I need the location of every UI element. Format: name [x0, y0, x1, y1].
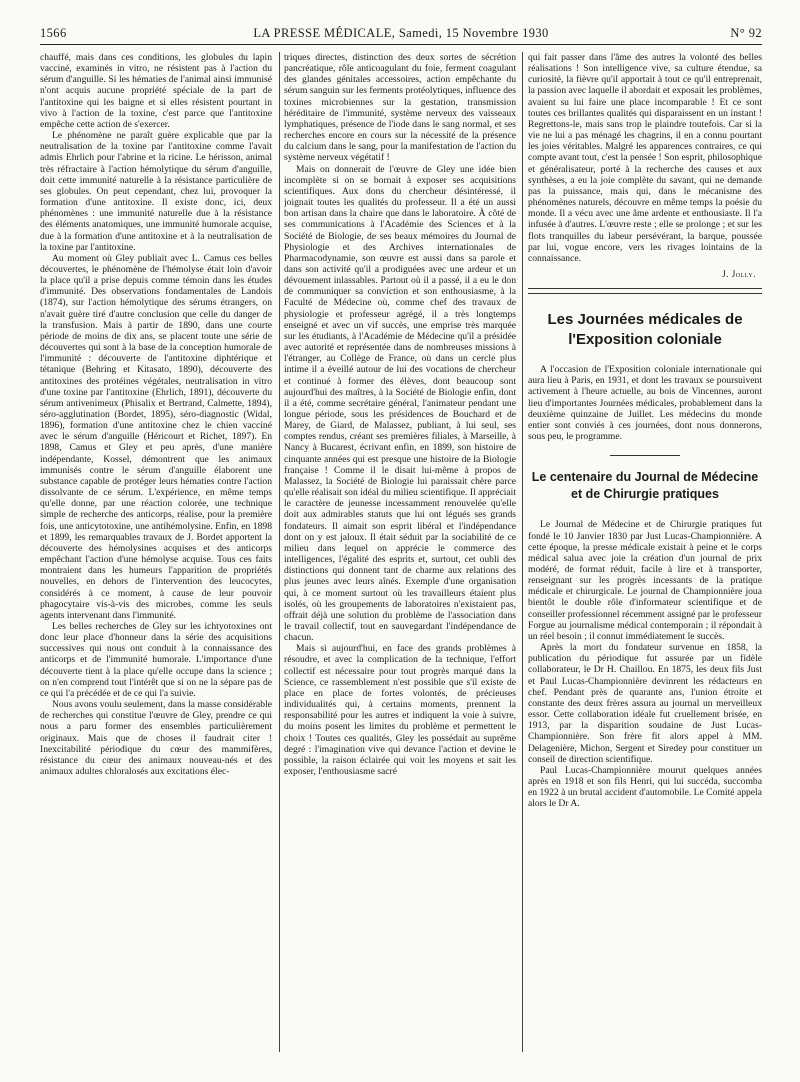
page-header [40, 26, 762, 44]
centenaire-headline: Le centenaire du Journal de Médecine et de Chirurgie pratiques [531, 470, 759, 502]
col2-paragraph-3: Mais si aujourd'hui, en face des grands problèmes à résoudre, et avec la complication de la technique, l'effort collectif est nécessaire pour tout progrès marqué dans la Science, ce rassemblement n'est possible que s'il existe de place en place de fortes volontés, de précieuses individualités qui, à certains moments, prennent la responsabilité pour les autres et indiquent la voie à suivre, du moins posent les limites du problème et permettent le choix ! Toutes ces qualités, Gley les possédait au suprême degré : l'imagination vive qui devance l'action et devine le possible, la raison éclairée qui voit les moyens et sait les exposer, l'enthousiasme sacré [284, 643, 516, 777]
newspaper-title: LA PRESSE MÉDICALE, Samedi, 15 Novembre 1930 [253, 26, 549, 40]
col1-paragraph-2: Le phénomène ne paraît guère explicable que par la neutralisation de la toxine par l'antitoxine comme l'avait admis Ehrlich pour l'abrine et la ricine. Le hérisson, animal très réfractaire à l'action hémolytique du sérum d'anguille, doit cette immunité naturelle à la résistance particulière de ses globules. On peut cependant, chez lui, provoquer la formation d'une antitoxine. Il existe donc, ici, deux phénomènes : une immunité naturelle due à la résistance des éléments anatomiques, une immunité humorale acquise, due à la formation d'une antitoxine et à la neutralisation de la toxine par l'antitoxine. [40, 130, 272, 253]
column-3 [528, 52, 762, 1052]
col3-paragraph-1: qui fait passer dans l'âme des autres la volonté des belles réalisations ! Son intelligence vive, sa culture étendue, sa curiosité, la fièvre qu'il apportait à tout ce qu'il entreprenait, la passion avec laquelle il abordait et exposait les problèmes, avaient su lui faire une place incomparable ! Et ce sont toutes ces brillantes qualités qui disparaissent en un instant ! Regrettons-le, mais sans trop le plaindre toutefois. Car si la vie ne lui a pas ménagé les chagrins, il en a connu pourtant les joies véritables. Malgré les apparences contraires, ce qui compte avant tout, c'est la pensée ! Son esprit, philosophique et généralisateur, porté à la recherche des causes et aux synthèses, a eu la joie complète du savant, qui ne demande pas la puissance, mais qui, dans le mécanisme des phénomènes naturels, découvre en même temps la poésie du monde. Il a vécu avec une âme ardente et enthousiaste. Il l'a infusée à d'autres. L'œuvre reste ; elle se prolonge ; et sur les flots tranquilles du labeur persévérant, la barque, poussée par lui, vogue encore, vers les rivages lointains de la connaissance. [528, 52, 762, 264]
col2-paragraph-1: triques directes, distinction des deux sortes de sécrétion pancréatique, rôle anticoagulant du foie, ferment coagulant des glandes génitales accessoires, action empêchante du sérum sanguin sur les ferments protéolytiques, influence des toxines microbiennes sur la gestation, transmission héréditaire de l'immunité, système nerveux des vaisseaux lymphatiques, présence de l'iode dans le sang normal, et ses recherches encore en cours sur la nécessité de la présence du calcium dans le sang, pour la manifestation de l'action du système nerveux végétatif ! [284, 52, 516, 164]
column-divider-1 [279, 52, 280, 1052]
column-1 [40, 52, 272, 1052]
column-divider-2 [522, 52, 523, 1052]
col1-paragraph-3: Au moment où Gley publiait avec L. Camus ces belles découvertes, le phénomène de l'hémolyse était loin d'avoir la place qu'il a prise depuis comme témoin dans les études d'immunité. Des observations fondamentales de Landois (1874), sur l'action hémolytique des sérums étrangers, on n'avait guère tiré d'autre conclusion que celle du danger de la transfusion. Mais à partir de 1890, dans une courte période de moins de dix ans, se placent toute une série de découvertes qui sont à la base de la conception humorale de l'immunité : découverte de l'antitoxine diphtérique et tétanique (Behring et Kitasato, 1890), découverte des antitoxines des protéines végétales, neutralisation in vitro d'une toxine par l'antitoxine (Ehrlich, 1891), découverte du sérum antivenimeux (Phisalix et Bertrand, Calmette, 1894), séro-agglutination (Bordet, 1895), séro-diagnostic (Widal, 1896), formation d'une antitoxine chez le chien vacciné avec le sérum d'anguille (Héricourt et Richet, 1897). En 1898, Camus et Gley et peu après, d'une manière indépendante, Kossel, démontrent que les animaux immunisés contre le sérum d'anguille élaborent une substance capable de protéger leurs hématies contre l'action dissolvante de ce sérum. L'expérience, en même temps qu'elle donne, par une réaction colorée, une technique simple de recherche des anticorps, réalise, pour la première fois, une anticytotoxine, une antihémolysine. Enfin, en 1898 et 1899, les remarquables travaux de J. Bordet apportent la découverte des hémolysines acquises et des anticorps empêchant l'action d'une hémolyse acquise. Tous ces faits montraient dans les humeurs l'apparition de propriétés nouvelles, en dehors de l'intervention des leucocytes, considérés à ce moment, à cause de leur pouvoir phagocytaire vis-à-vis des microbes, comme les seuls agents intervenant dans l'immunité. [40, 252, 272, 621]
col1-paragraph-4: Les belles recherches de Gley sur les ichtyotoxines ont donc leur place d'honneur dans la série des acquisitions successives qui nous ont conduit à la connaissance des anticorps et de l'immunité humorale. L'importance d'une découverte tient à la place qu'elle occupe dans la science ; on n'en comprend tout l'intérêt que si on ne la sépare pas de ce qui l'a précédée et de ce qui l'a suivie. [40, 620, 272, 699]
centenaire-paragraph-1: Le Journal de Médecine et de Chirurgie pratiques fut fondé le 10 Janvier 1830 par Just Lucas-Championnière. A cette époque, la presse médicale existait à peine et le corps médical salua avec joie la création d'un journal de prix modéré, de format réduit, facile à lire et à transporter, renseignant sur les progrès incessants de la pratique médicale et chirurgicale. Le journal de Championnière joua bientôt le double rôle d'informateur scientifique et de conseiller professionnel récemment assigné par le professeur Forgue au journalisme médical contemporain ; il répondait à un réel besoin ; il connut immédiatement le succès. [528, 519, 762, 642]
col2-paragraph-2: Mais on donnerait de l'œuvre de Gley une idée bien incomplète si on se bornait à exposer ses acquisitions scientifiques. Aux dons du chercheur désintéressé, il joignait toutes les qualités du professeur. Il a été un aussi bon artisan dans la chaire que dans le laboratoire. À côté de ses communications à l'Académie des Sciences et à la Société de Biologie, de ses beaux mémoires du Journal de Physiologie et des Archives internationales de Pharmacodynamie, son œuvre est aussi dans sa parole et dans son activité qu'il a prodiguées avec une ardeur et un dévouement inlassables. Partout où il a passé, il a eu le don de communiquer sa conviction et son enthousiasme, à la Faculté de Médecine où, comme chef des travaux de physiologie et professeur agrégé, il a très longtemps enseigné et avec un vif succès, une emprise très marquée sur les étudiants, à l'Académie de Médecine qu'il a présidée avec autorité et représentée dans de nombreuses missions à l'étranger, au Collège de France, où dans un cercle plus intime il a éveillé autour de lui des vocations de chercheur et continué à former des élèves, dont beaucoup sont aujourd'hui des maîtres, à la Société de Biologie enfin, dont il a été, comme secrétaire général, l'animateur pendant une longue période, sous les présidences de Bouchard et de Marey, de Giard, de Malassez, publiant, à lui seul, ses comptes rendus, créant ses premières filiales, à Marseille, à Nancy à Bucarest, écrivant enfin, en 1899, son histoire de cinquante années qui est presque une histoire de la Biologie française ! Comme il le disait lui-même à propos de Malassez, la Société de Biologie lui paraissait chère parce qu'elle réalisait son idéal du milieu scientifique. Il appréciait le caractère de jeunesse incessamment renouvelée qu'elle doit aux admirables statuts que lui ont légués ses grands fondateurs. Il aimait son esprit libéral et l'indépendance dont on y est jaloux. Il était séduit par la sociabilité de ce milieu dans lequel on apprécie le commerce des intelligences, l'égalité des esprits et, surtout, cet oubli des distinctions qui donnent tant de charme aux relations des plus jeunes avec leurs aînés. Exemple d'une organisation qui, à ce moment surtout où les travailleurs étaient plus isolés, où les groupements de laboratoires n'existaient pas, offrait déjà une solution du problème de l'association dans le travail collectif, tout en sauvegardant l'indépendance de chacun. [284, 163, 516, 644]
journees-paragraph: A l'occasion de l'Exposition coloniale internationale qui aura lieu à Paris, en 1931, et dont les travaux se poursuivent activement à l'heure actuelle, au bois de Vincennes, auront lieu d'importantes Journées médicales, probablement dans la deuxième quinzaine de Juillet. Les médecins du monde entier sont conviés à ces journées, dont nous donnerons, sous peu, le programme. [528, 364, 762, 443]
section-rule [528, 288, 762, 289]
column-2 [284, 52, 516, 1052]
page-number: 1566 [40, 26, 67, 40]
issue-number: N° 92 [730, 26, 762, 40]
col1-paragraph-1: chauffé, mais dans ces conditions, les globules du lapin vacciné, examinés in vitro, ne résistent pas à l'action du sérum d'anguille. Si les hématies de l'animal ainsi immunisé n'ont acquis aucune propriété spéciale de la part de l'antitoxine qui les baigne et si elles résistent pourtant in vivo à l'action de la toxine, c'est parce que l'antitoxine empêche cette action de s'exercer. [40, 52, 272, 130]
journees-headline: Les Journées médicales de l'Exposition coloniale [547, 311, 743, 349]
centenaire-paragraph-3: Paul Lucas-Championnière mourut quelques années après en 1918 et son fils Henri, qui lui succéda, succomba en 1922 à un brutal accident d'automobile. Le Comité appela alors le Dr A. [528, 764, 762, 810]
header-rule [40, 44, 762, 45]
short-separator [528, 448, 762, 459]
col1-paragraph-5: Nous avons voulu seulement, dans la masse considérable de recherches qui constitue l'œuvre de Gley, prendre ce qui nous a paru former des ensembles particulièrement originaux. Mais que de choses il faudrait citer ! Inexcitabilité périodique du cœur des mammifères, résistance du cœur des animaux nouveau-nés et des animaux adultes chloralosés aux excitations élec- [40, 699, 272, 777]
centenaire-paragraph-2: Après la mort du fondateur survenue en 1858, la publication du périodique fut assurée par un fidèle collaborateur, le Dr H. Chaillou. En 1875, les deux fils Just et Paul Lucas-Championnière devinrent les rédacteurs en chef. Pendant près de quarante ans, l'union étroite et constante des deux frères assura au journal un merveilleux essor. Cette collaboration idéale fut cruellement brisée, en 1913, par la disparition soudaine de Just Lucas-Championnière. Son frère fit alors appel à MM. Delagenière, Michon, Sergent et Siredey pour constituer un conseil de direction scientifique. [528, 642, 762, 765]
section-rule-double [528, 293, 762, 294]
article-signature: J. Jolly. [722, 268, 756, 279]
